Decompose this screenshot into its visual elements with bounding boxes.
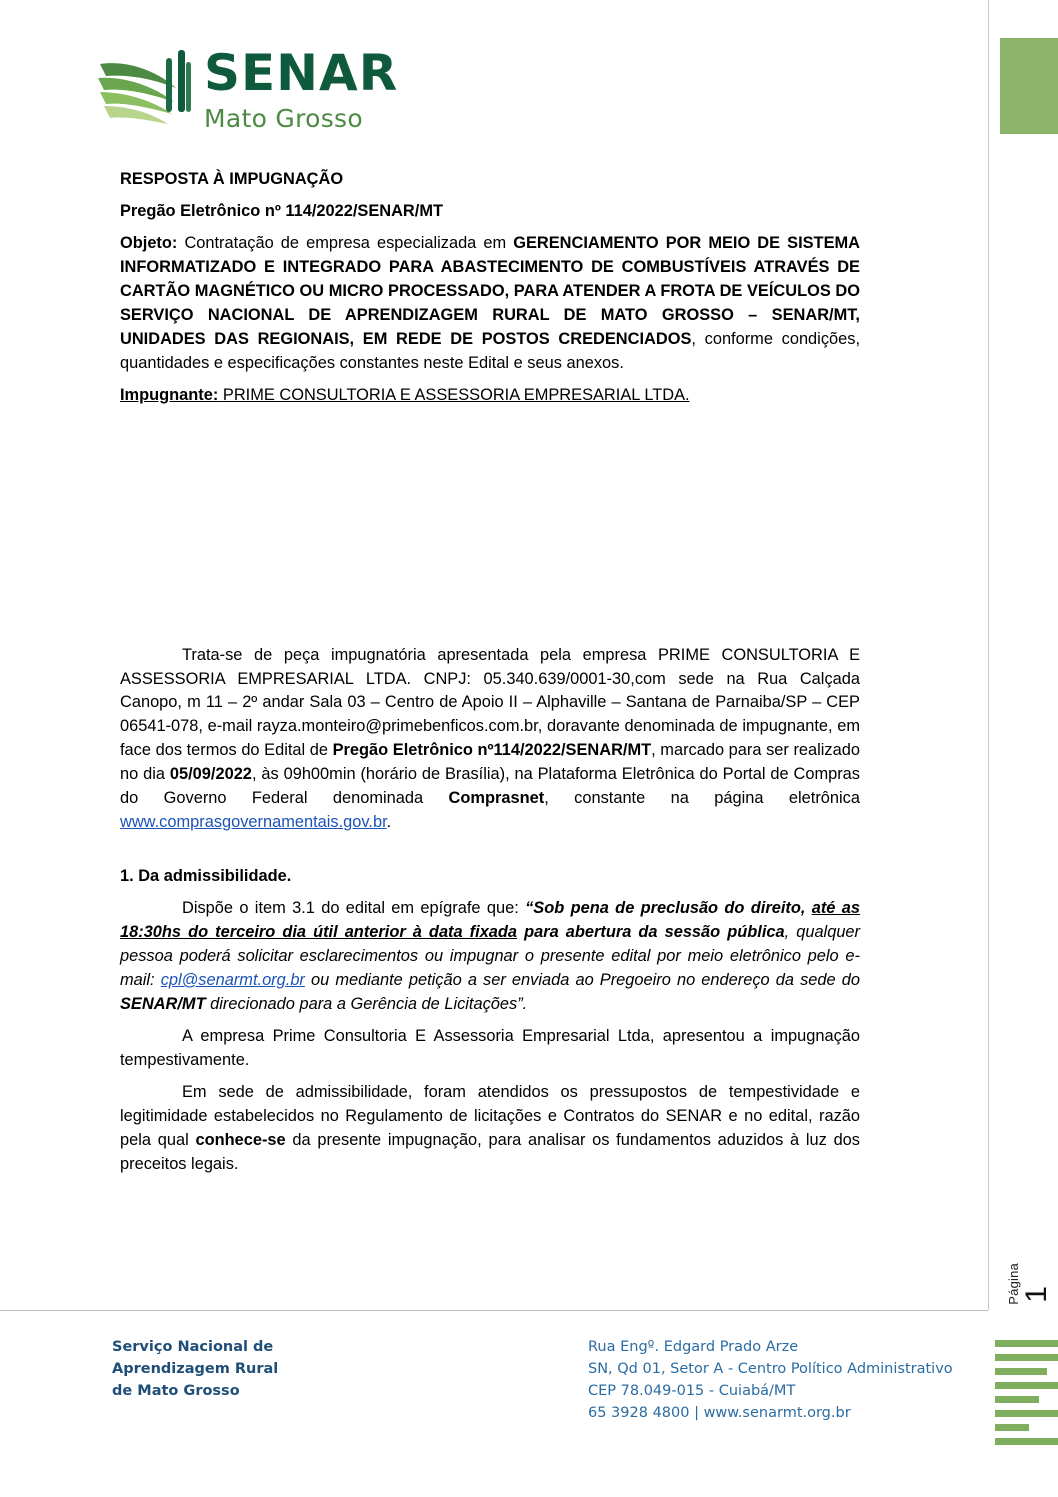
logo-subtitle: Mato Grosso	[204, 104, 363, 133]
intro-part3: , às 09h00min (horário de Brasília), na Plataforma Eletrônica do Portal de Compras do Governo Federal denominada	[120, 765, 860, 808]
footer-address-line-3: CEP 78.049-015 - Cuiabá/MT	[588, 1383, 796, 1400]
document-body	[120, 168, 860, 1185]
section-1-paragraph-1	[120, 897, 860, 1017]
s1-quote-bold-underline: até as 18:30hs do terceiro dia útil anterior à data fixada	[120, 899, 860, 942]
footer-org-line-3: de Mato Grosso	[112, 1383, 240, 1400]
logo	[96, 38, 476, 138]
footer-bar	[995, 1382, 1058, 1389]
intro-part4: , constante na página eletrônica	[544, 789, 860, 808]
footer-bar	[995, 1410, 1058, 1417]
section-spacer	[120, 843, 860, 865]
footer-bar	[995, 1438, 1058, 1445]
section-1-paragraph-3	[120, 1081, 860, 1177]
intro-comprasnet: Comprasnet	[448, 789, 545, 808]
s1-senar-bold: SENAR/MT	[120, 994, 206, 1013]
s1-p3-bold: conhece-se	[195, 1130, 286, 1149]
section-1-paragraph-2: A empresa Prime Consultoria E Assessoria Empresarial Ltda, apresentou a impugnação tempestivamente.	[120, 1026, 860, 1069]
logo-text	[204, 44, 399, 133]
objeto-intro: Contratação de empresa especializada em	[177, 233, 514, 252]
s1-p3-b: da presente impugnação, para analisar os fundamentos aduzidos à luz dos preceitos legais.	[120, 1130, 860, 1173]
green-corner-tab	[1000, 38, 1058, 134]
footer-divider	[0, 1310, 988, 1311]
page-number-label: Página	[1006, 1263, 1021, 1305]
footer-address-line-1: Rua Engº. Edgard Prado Arze	[588, 1339, 799, 1355]
footer-decorative-bars	[995, 1340, 1058, 1452]
intro-part2: , marcado para ser realizado no dia	[120, 741, 860, 784]
objeto-tail: , conforme condições, quantidades e especificações constantes neste Edital e seus anexos.	[120, 329, 860, 372]
footer-bar	[995, 1340, 1058, 1347]
footer-org-line-2: Aprendizagem Rural	[112, 1361, 279, 1378]
footer-organization	[112, 1336, 278, 1402]
footer-bar	[995, 1396, 1039, 1403]
impugnante-label: Impugnante:	[120, 385, 219, 404]
intro-part5: .	[386, 813, 392, 832]
page-number-marker	[1000, 1195, 1053, 1305]
page-number-value: 1	[1020, 1286, 1053, 1303]
objeto-label: Objeto:	[120, 233, 178, 252]
footer-bar	[995, 1354, 1058, 1361]
document-title: RESPOSTA À IMPUGNAÇÃO	[120, 170, 344, 188]
s1-p1-a: Dispõe o item 3.1 do edital em epígrafe que:	[182, 899, 526, 918]
footer-contact-line: 65 3928 4800 | www.senarmt.org.br	[588, 1405, 851, 1422]
right-margin-divider	[988, 0, 989, 1310]
objeto-paragraph	[120, 232, 860, 376]
impugnante-paragraph	[120, 384, 860, 408]
footer-address	[588, 1336, 953, 1424]
document-subtitle: Pregão Eletrônico nº 114/2022/SENAR/MT	[120, 201, 443, 220]
senar-leaves-logo-icon	[96, 44, 194, 132]
impugnante-value: PRIME CONSULTORIA E ASSESSORIA EMPRESARIAL LTDA.	[218, 385, 690, 404]
objeto-bold-text: GERENCIAMENTO POR MEIO DE SISTEMA INFORMATIZADO E INTEGRADO PARA ABASTECIMENTO DE COMBUSTÍVEIS ATRAVÉS DE CARTÃO MAGNÉTICO OU MICRO PROCESSADO, PARA ATENDER A FROTA DE VEÍCULOS DO SERVIÇO NACIONAL DE APRENDIZAGEM RURAL DE MATO GROSSO – SENAR/MT, UNIDADES DAS REGIONAIS, EM REDE DE POSTOS CREDENCIADOS	[120, 233, 860, 348]
footer-bar	[995, 1368, 1047, 1375]
cpl-email-link[interactable]: cpl@senarmt.org.br	[160, 971, 305, 990]
s1-p1-c: ou mediante petição a ser enviada ao Pregoeiro no endereço da sede do	[304, 971, 860, 990]
section-1-heading: 1. Da admissibilidade.	[120, 867, 292, 886]
footer-bar	[995, 1424, 1029, 1431]
s1-p3-a: Em sede de admissibilidade, foram atendidos os pressupostos de tempestividade e legitimidade estabelecidos no Regulamento de licitações e Contratos do SENAR e no edital, razão pela qual	[120, 1082, 860, 1149]
s1-p1-d: direcionado para a Gerência de Licitações”.	[205, 994, 528, 1013]
footer-org-line-1: Serviço Nacional de	[112, 1339, 274, 1355]
intro-pregao: Pregão Eletrônico nº114/2022/SENAR/MT	[332, 741, 652, 760]
logo-brand: SENAR	[204, 44, 399, 102]
s1-quote-bold: “Sob pena de preclusão do direito,	[525, 899, 812, 918]
footer-address-line-2: SN, Qd 01, Setor A - Centro Político Administrativo	[588, 1361, 953, 1378]
blank-space	[120, 416, 860, 644]
intro-part1: Trata-se de peça impugnatória apresentada pela empresa PRIME CONSULTORIA E ASSESSORIA EMPRESARIAL LTDA. CNPJ: 05.340.639/0001-30,com sede na Rua Calçada Canopo, m 11 – 2º andar Sala 03 – Centro de Apoio II – Alphaville – Santana de Parnaiba/SP – CEP 06541-078, e-mail rayza.monteiro@primebenficos.com.br, doravante denominada de impugnante, em face dos termos do Edital de	[120, 645, 860, 760]
comprasgovernamentais-link[interactable]: www.comprasgovernamentais.gov.br	[120, 813, 387, 832]
intro-date: 05/09/2022	[169, 765, 252, 784]
s1-quote-bold-2: para abertura da sessão pública	[517, 923, 785, 942]
s1-p1-b: , qualquer pessoa poderá solicitar esclarecimentos ou impugnar o presente edital por meio eletrônico pelo e-mail:	[120, 923, 861, 990]
intro-paragraph	[120, 644, 860, 836]
